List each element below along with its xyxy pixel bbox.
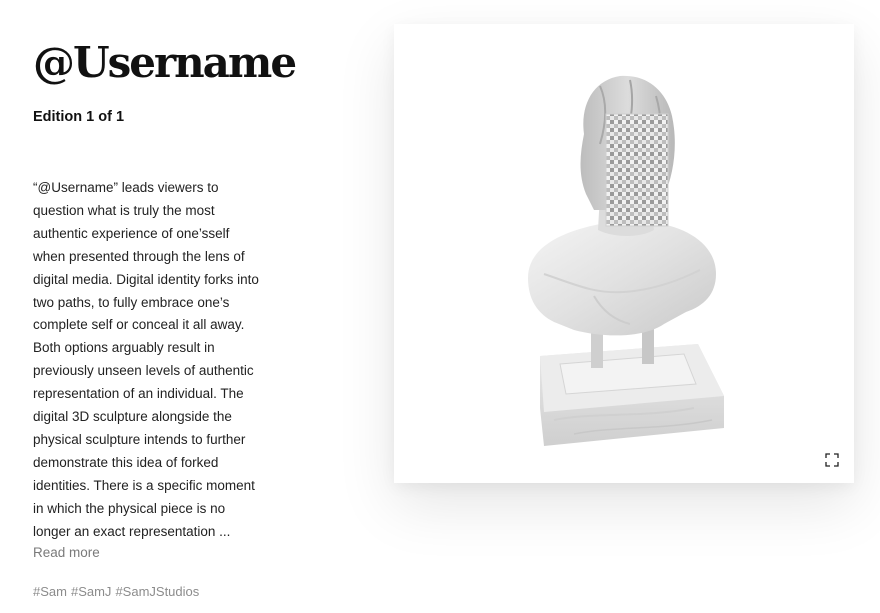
sculpture-image: [394, 24, 854, 483]
tag-link[interactable]: #SamJ: [70, 584, 112, 599]
tag-link[interactable]: #SamJStudios: [115, 584, 200, 599]
artwork-viewer[interactable]: [394, 24, 854, 483]
tag-list: [33, 581, 199, 603]
expand-icon[interactable]: [824, 452, 840, 468]
edition-label: Edition 1 of 1: [33, 109, 125, 125]
artwork-title: @Username: [33, 38, 296, 87]
artwork-description: “@Username” leads viewers to question what is truly the most authentic experience of one’sself when presented through the lens of digital media. Digital identity forks into two paths, to fully embrace one’s complete self or conceal it all away. Both options arguably result in previously unseen levels of authentic representation of an individual. The digital 3D sculpture alongside the physical sculpture intends to further demonstrate this idea of forked identities. There is a specific moment in which the physical piece is no longer an exact representation ...: [33, 180, 259, 539]
read-more-link[interactable]: Read more: [33, 545, 100, 560]
tag-link[interactable]: #Sam: [33, 584, 67, 599]
